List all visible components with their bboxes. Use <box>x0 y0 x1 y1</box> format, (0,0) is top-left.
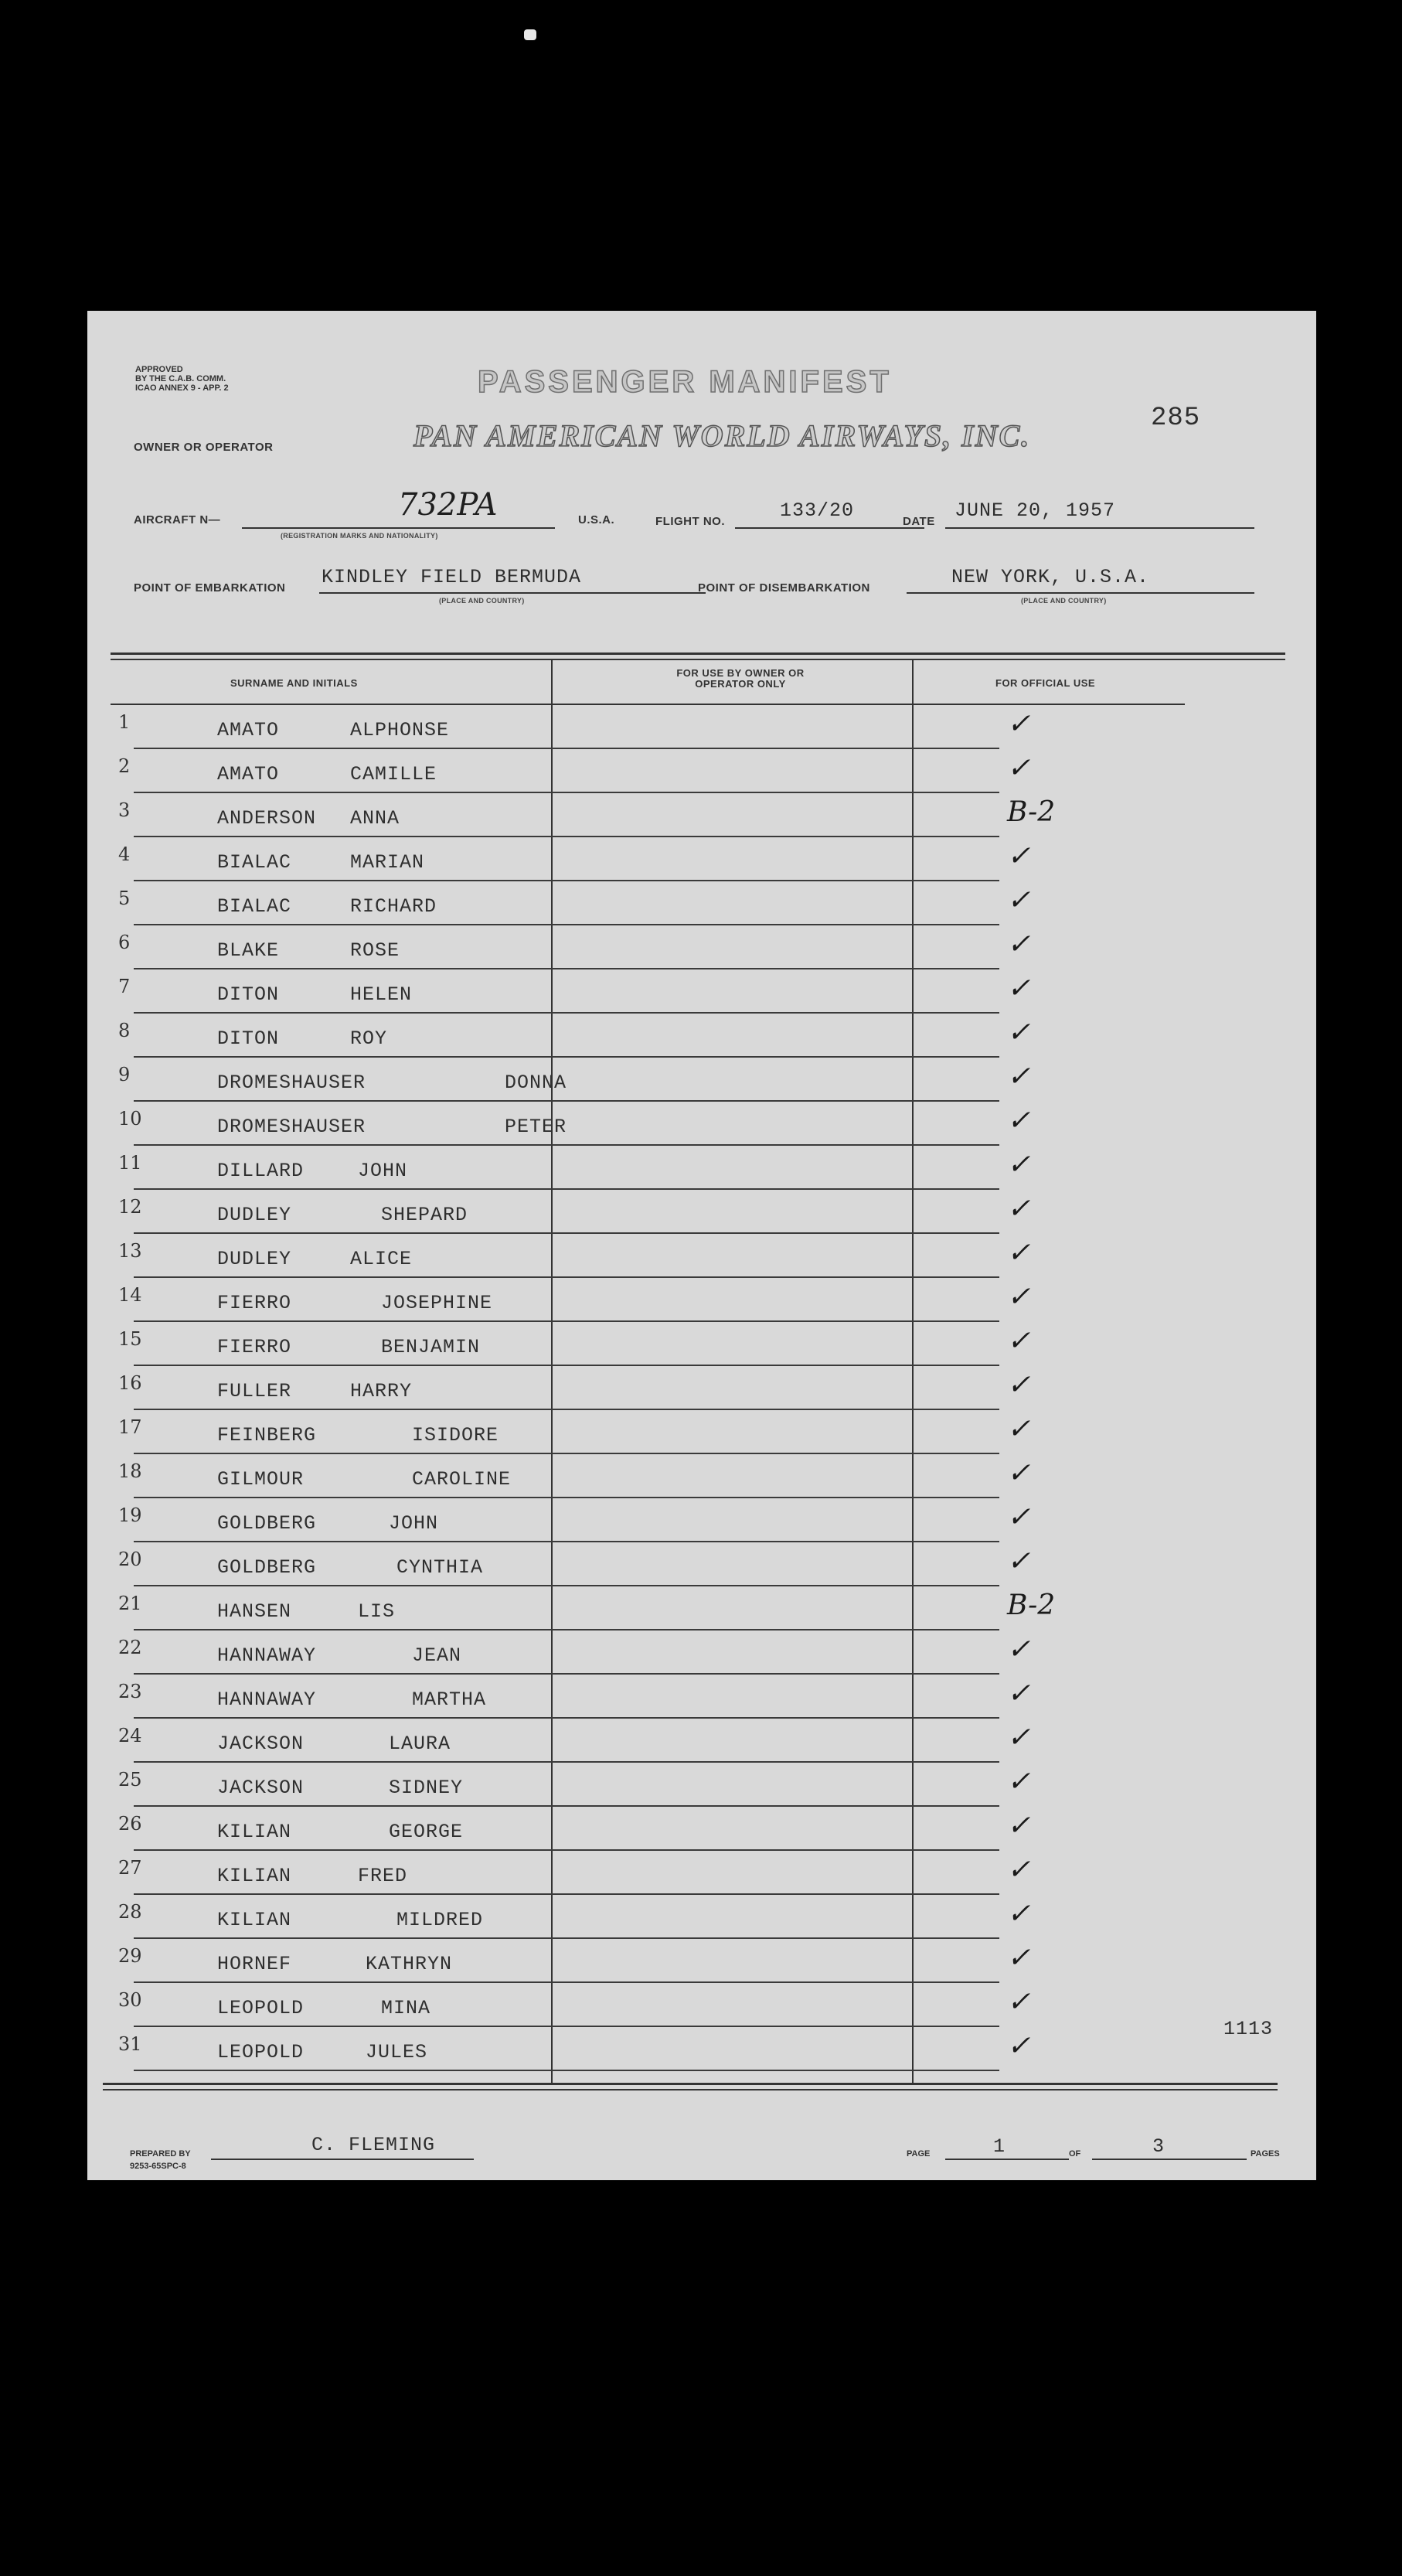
disembark-value: NEW YORK, U.S.A. <box>951 566 1150 588</box>
official-mark: ✓ <box>1007 1017 1031 1048</box>
official-mark: ✓ <box>1007 1369 1031 1401</box>
date-value: JUNE 20, 1957 <box>955 499 1116 522</box>
pages-label: PAGES <box>1251 2149 1280 2159</box>
page-value: 1 <box>993 2135 1006 2158</box>
prepared-value: C. FLEMING <box>311 2134 436 2156</box>
col-official-header: FOR OFFICIAL USE <box>995 677 1096 689</box>
passenger-surname: DROMESHAUSER <box>217 1072 366 1094</box>
date-underline <box>945 527 1254 529</box>
passenger-given-name: ROY <box>350 1027 388 1050</box>
table-row <box>103 1983 1254 2027</box>
table-row <box>103 793 1254 837</box>
row-number: 30 <box>118 1989 142 2011</box>
row-number: 8 <box>118 1020 131 1041</box>
embark-sub: (PLACE AND COUNTRY) <box>439 597 525 605</box>
passenger-surname: HANNAWAY <box>217 1644 317 1667</box>
official-mark: ✓ <box>1007 1325 1031 1357</box>
side-annotation: 1113 <box>1223 2018 1274 2040</box>
passenger-given-name: BENJAMIN <box>381 1336 481 1358</box>
official-mark: ✓ <box>1007 752 1031 784</box>
manifest-page <box>87 311 1316 2180</box>
table-row <box>103 1366 1254 1410</box>
passenger-given-name: ALPHONSE <box>350 719 450 741</box>
table-row <box>103 1190 1254 1234</box>
row-number: 6 <box>118 932 131 953</box>
embark-value: KINDLEY FIELD BERMUDA <box>322 566 582 588</box>
passenger-given-name: FRED <box>358 1865 408 1887</box>
row-number: 19 <box>118 1504 142 1526</box>
row-number: 23 <box>118 1681 142 1702</box>
passenger-given-name: SHEPARD <box>381 1204 468 1226</box>
table-row <box>103 705 1254 749</box>
official-mark: ✓ <box>1007 840 1031 872</box>
table-row <box>103 837 1254 881</box>
approval-line-2: BY THE C.A.B. COMM. <box>135 374 226 383</box>
row-number: 25 <box>118 1769 142 1791</box>
passenger-given-name: MILDRED <box>396 1909 484 1931</box>
passenger-given-name: CAROLINE <box>412 1468 512 1491</box>
table-row <box>103 1895 1254 1939</box>
row-number: 2 <box>118 755 131 777</box>
passenger-surname: FIERRO <box>217 1292 292 1314</box>
table-row <box>103 1498 1254 1542</box>
table-row <box>103 1454 1254 1498</box>
passenger-surname: BIALAC <box>217 851 292 874</box>
table-row <box>103 925 1254 969</box>
passenger-given-name: HARRY <box>350 1380 413 1402</box>
passenger-list <box>87 705 1316 2097</box>
row-rule <box>134 2070 999 2071</box>
official-mark: ✓ <box>1007 973 1031 1004</box>
official-mark: ✓ <box>1007 1942 1031 1974</box>
passenger-given-name: MARIAN <box>350 851 425 874</box>
row-number: 9 <box>118 1064 131 1085</box>
passenger-surname: DUDLEY <box>217 1204 292 1226</box>
passenger-surname: FULLER <box>217 1380 292 1402</box>
row-number: 10 <box>118 1108 142 1130</box>
table-row <box>103 1278 1254 1322</box>
table-row <box>103 1102 1254 1146</box>
table-row <box>103 1542 1254 1586</box>
passenger-surname: GILMOUR <box>217 1468 305 1491</box>
passenger-given-name: ANNA <box>350 807 400 830</box>
passenger-surname: FIERRO <box>217 1336 292 1358</box>
page-stamp-number: 285 <box>1151 404 1201 433</box>
table-row <box>103 1851 1254 1895</box>
table-bottom-rule-2 <box>103 2089 1278 2090</box>
passenger-surname: AMATO <box>217 763 280 785</box>
col-surname-header: SURNAME AND INITIALS <box>230 677 358 689</box>
passenger-given-name: RICHARD <box>350 895 437 918</box>
row-number: 12 <box>118 1196 142 1218</box>
table-row <box>103 881 1254 925</box>
row-number: 29 <box>118 1945 142 1967</box>
official-mark: B-2 <box>1007 796 1056 828</box>
disembark-underline <box>907 592 1254 594</box>
approval-line-1: APPROVED <box>135 365 183 374</box>
row-number: 31 <box>118 2033 142 2055</box>
flight-number: 133/20 <box>780 499 855 522</box>
row-number: 5 <box>118 888 131 909</box>
table-row <box>103 1014 1254 1058</box>
passenger-given-name: CYNTHIA <box>396 1556 484 1579</box>
col-owner-header: FOR USE BY OWNER OR OPERATOR ONLY <box>676 667 805 690</box>
passenger-surname: BLAKE <box>217 939 280 962</box>
row-number: 18 <box>118 1460 142 1482</box>
passenger-surname: DITON <box>217 1027 280 1050</box>
passenger-surname: BIALAC <box>217 895 292 918</box>
official-mark: ✓ <box>1007 708 1031 740</box>
row-number: 3 <box>118 799 131 821</box>
official-mark: ✓ <box>1007 1898 1031 1930</box>
aircraft-number: 732PA <box>398 487 498 523</box>
row-number: 24 <box>118 1725 142 1746</box>
passenger-given-name: PETER <box>505 1116 567 1138</box>
passenger-surname: KILIAN <box>217 1821 292 1843</box>
operator-name: PAN AMERICAN WORLD AIRWAYS, INC. <box>413 418 1031 453</box>
owner-label: OWNER OR OPERATOR <box>134 441 274 454</box>
passenger-given-name: SIDNEY <box>389 1777 464 1799</box>
table-top-rule-2 <box>111 659 1285 660</box>
official-mark: ✓ <box>1007 1545 1031 1577</box>
passenger-given-name: KATHRYN <box>366 1953 453 1975</box>
passenger-surname: JACKSON <box>217 1733 305 1755</box>
aircraft-label: AIRCRAFT N— <box>134 513 221 526</box>
table-row <box>103 1234 1254 1278</box>
passenger-surname: HANNAWAY <box>217 1688 317 1711</box>
aircraft-underline <box>242 527 555 529</box>
row-number: 17 <box>118 1416 142 1438</box>
table-top-rule <box>111 653 1285 655</box>
table-row <box>103 1630 1254 1675</box>
table-row <box>103 2027 1254 2071</box>
passenger-given-name: GEORGE <box>389 1821 464 1843</box>
passenger-surname: KILIAN <box>217 1865 292 1887</box>
table-row <box>103 749 1254 793</box>
passenger-given-name: DONNA <box>505 1072 567 1094</box>
passenger-surname: KILIAN <box>217 1909 292 1931</box>
row-number: 11 <box>118 1152 142 1174</box>
passenger-given-name: LAURA <box>389 1733 451 1755</box>
passenger-given-name: LIS <box>358 1600 396 1623</box>
passenger-given-name: ROSE <box>350 939 400 962</box>
passenger-surname: ANDERSON <box>217 807 317 830</box>
row-number: 20 <box>118 1549 142 1570</box>
official-mark: ✓ <box>1007 2030 1031 2062</box>
official-mark: B-2 <box>1007 1590 1056 1621</box>
official-mark: ✓ <box>1007 1281 1031 1313</box>
passenger-given-name: MARTHA <box>412 1688 487 1711</box>
passenger-surname: GOLDBERG <box>217 1556 317 1579</box>
passenger-surname: LEOPOLD <box>217 2041 305 2063</box>
approval-stamp <box>135 365 229 393</box>
table-row <box>103 969 1254 1014</box>
official-mark: ✓ <box>1007 1457 1031 1489</box>
official-mark: ✓ <box>1007 1634 1031 1665</box>
passenger-surname: DROMESHAUSER <box>217 1116 366 1138</box>
passenger-given-name: JOSEPHINE <box>381 1292 493 1314</box>
row-number: 27 <box>118 1857 142 1879</box>
official-mark: ✓ <box>1007 1678 1031 1709</box>
flight-underline <box>735 527 924 529</box>
embark-underline <box>319 592 706 594</box>
page-underline <box>945 2159 1069 2160</box>
official-mark: ✓ <box>1007 1722 1031 1753</box>
passenger-given-name: JOHN <box>389 1512 439 1535</box>
official-mark: ✓ <box>1007 884 1031 916</box>
passenger-surname: DILLARD <box>217 1160 305 1182</box>
official-mark: ✓ <box>1007 1061 1031 1092</box>
official-mark: ✓ <box>1007 1501 1031 1533</box>
manifest-title: PASSENGER MANIFEST <box>478 365 892 399</box>
flight-label: FLIGHT NO. <box>655 515 725 528</box>
passenger-surname: LEOPOLD <box>217 1997 305 2019</box>
passenger-given-name: HELEN <box>350 983 413 1006</box>
official-mark: ✓ <box>1007 1413 1031 1445</box>
passenger-surname: DITON <box>217 983 280 1006</box>
table-row <box>103 1675 1254 1719</box>
form-number: 9253-65SPC-8 <box>130 2162 186 2171</box>
prepared-underline <box>211 2159 474 2160</box>
row-number: 4 <box>118 843 131 865</box>
passenger-surname: JACKSON <box>217 1777 305 1799</box>
row-number: 13 <box>118 1240 142 1262</box>
row-number: 22 <box>118 1637 142 1658</box>
official-mark: ✓ <box>1007 1810 1031 1842</box>
aircraft-sub: (REGISTRATION MARKS AND NATIONALITY) <box>281 532 438 540</box>
country-label: U.S.A. <box>578 513 615 526</box>
film-speck <box>524 29 536 40</box>
passenger-surname: AMATO <box>217 719 280 741</box>
embark-label: POINT OF EMBARKATION <box>134 581 286 595</box>
table-row <box>103 1146 1254 1190</box>
disembark-sub: (PLACE AND COUNTRY) <box>1021 597 1107 605</box>
official-mark: ✓ <box>1007 1854 1031 1886</box>
approval-line-3: ICAO ANNEX 9 - APP. 2 <box>135 383 229 393</box>
row-number: 21 <box>118 1593 142 1614</box>
official-mark: ✓ <box>1007 1237 1031 1269</box>
row-number: 14 <box>118 1284 142 1306</box>
prepared-label: PREPARED BY <box>130 2149 191 2159</box>
passenger-surname: DUDLEY <box>217 1248 292 1270</box>
of-value: 3 <box>1152 2135 1165 2158</box>
passenger-given-name: MINA <box>381 1997 431 2019</box>
table-row <box>103 1763 1254 1807</box>
passenger-surname: GOLDBERG <box>217 1512 317 1535</box>
row-number: 26 <box>118 1813 142 1835</box>
passenger-given-name: CAMILLE <box>350 763 437 785</box>
table-row <box>103 1410 1254 1454</box>
table-bottom-rule <box>103 2083 1278 2085</box>
date-label: DATE <box>903 515 935 528</box>
table-row <box>103 1719 1254 1763</box>
table-row <box>103 1322 1254 1366</box>
passenger-given-name: ALICE <box>350 1248 413 1270</box>
row-number: 28 <box>118 1901 142 1923</box>
passenger-given-name: ISIDORE <box>412 1424 499 1446</box>
table-row <box>103 1586 1254 1630</box>
page-label: PAGE <box>907 2149 931 2159</box>
official-mark: ✓ <box>1007 1193 1031 1225</box>
passenger-surname: HANSEN <box>217 1600 292 1623</box>
passenger-given-name: JEAN <box>412 1644 462 1667</box>
official-mark: ✓ <box>1007 1105 1031 1136</box>
row-number: 15 <box>118 1328 142 1350</box>
official-mark: ✓ <box>1007 1766 1031 1797</box>
table-row <box>103 1058 1254 1102</box>
row-number: 1 <box>118 711 131 733</box>
passenger-given-name: JULES <box>366 2041 428 2063</box>
official-mark: ✓ <box>1007 1986 1031 2018</box>
disembark-label: POINT OF DISEMBARKATION <box>698 581 870 595</box>
of-underline <box>1092 2159 1247 2160</box>
table-row <box>103 1939 1254 1983</box>
of-label: OF <box>1069 2149 1081 2159</box>
row-number: 16 <box>118 1372 142 1394</box>
passenger-given-name: JOHN <box>358 1160 408 1182</box>
official-mark: ✓ <box>1007 929 1031 960</box>
passenger-surname: HORNEF <box>217 1953 292 1975</box>
table-row <box>103 1807 1254 1851</box>
passenger-surname: FEINBERG <box>217 1424 317 1446</box>
official-mark: ✓ <box>1007 1149 1031 1181</box>
row-number: 7 <box>118 976 131 997</box>
